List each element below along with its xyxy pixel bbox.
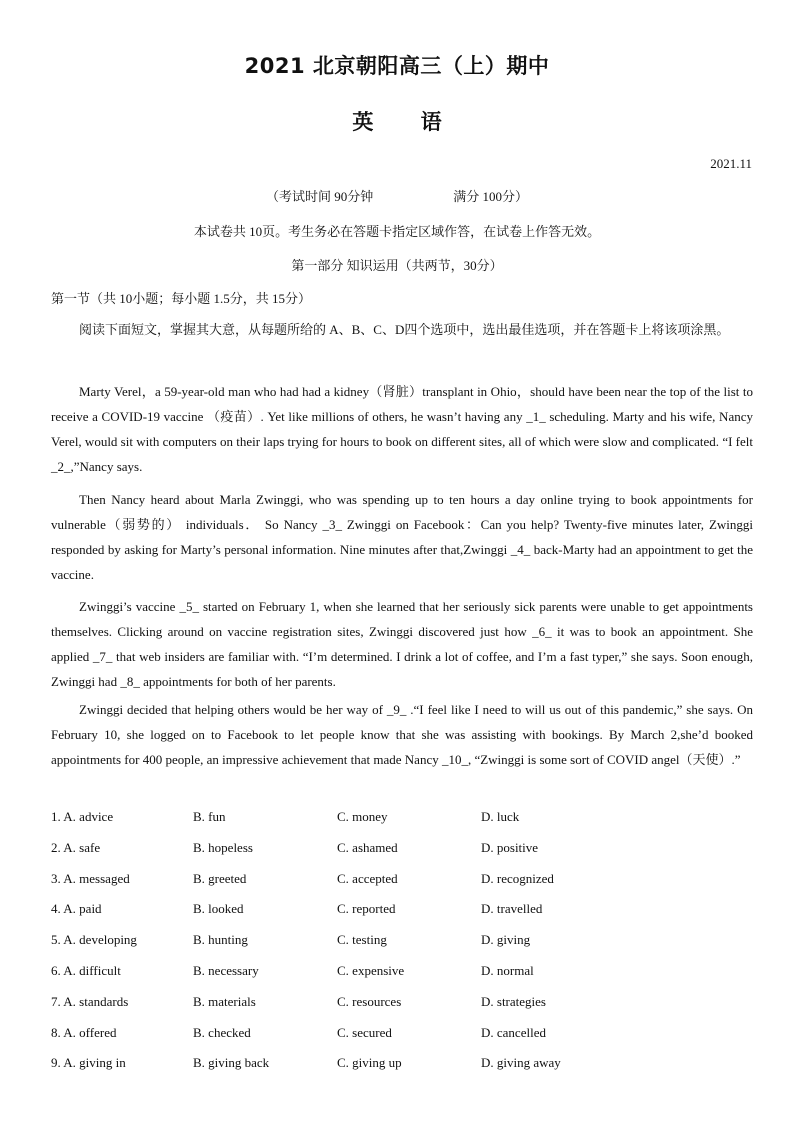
option-a: 2. A. safe: [51, 839, 101, 855]
option-c: C. accepted: [337, 870, 398, 886]
option-d: D. giving away: [481, 1055, 561, 1071]
passage-paragraph: Marty Verel，a 59-year-old man who had had a kidney（肾脏）transplant in Ohio，should have been near the top of the list to receive a COVID-19 vaccine （疫苗）. Yet like millions of others, he wasn’t having any _1_ scheduling. Marty and his wife, Nancy Verel, would sit with computers on their laps trying for hours to book on different sites, all of which were slow and complicated. “I felt _2_,”Nancy says.: [51, 384, 753, 474]
question-row: [51, 809, 753, 840]
option-d: D. luck: [481, 809, 520, 824]
option-b: B. looked: [193, 901, 244, 917]
passage-paragraph: Zwinggi decided that helping others would be her way of _9_ .“I feel like I need to will us out of this pandemic,” she says. On February 10, she logged on to Facebook to let people know that she was assisting with bookings. By March 2,she’d booked appointments for 400 people, an impressive achievement that made Nancy _10_, “Zwinggi is some sort of COVID angel（天使）.”: [51, 702, 753, 767]
option-a: 6. A. difficult: [51, 962, 121, 978]
question-row: [51, 901, 753, 932]
option-a: 7. A. standards: [51, 993, 129, 1009]
question-row: [51, 1025, 753, 1056]
exam-time: （考试时间 90分钟: [265, 189, 374, 204]
question-options: [51, 809, 753, 1086]
option-b: B. greeted: [193, 870, 247, 886]
option-d: D. positive: [481, 839, 539, 855]
option-b: B. materials: [193, 993, 256, 1009]
option-d: D. recognized: [481, 870, 554, 886]
full-score: 满分 100分）: [453, 189, 529, 204]
option-b: B. giving back: [193, 1055, 270, 1071]
option-a: 8. A. offered: [51, 1024, 117, 1040]
subject-title: 英 语: [352, 110, 442, 134]
instructions: 阅读下面短文，掌握其大意，从每题所给的 A、B、C、D四个选项中，选出最佳选项，并在答题卡上将该项涂黑。: [79, 322, 730, 337]
exam-title: 2021 北京朝阳高三（上）期中: [244, 54, 550, 78]
option-a: 1. A. advice: [51, 809, 114, 824]
option-d: D. strategies: [481, 993, 546, 1009]
passage-paragraph: Zwinggi’s vaccine _5_ started on February 1, when she learned that her seriously sick parents were unable to get appointments themselves. Clicking around on vaccine registration sites, Zwinggi discovered just how _6_ it was to book an appointment. She applied _7_ that web insiders are familiar with. “I’m determined. I drink a lot of coffee, and I’m a fast typer,” she says. Soon enough, Zwinggi had _8_ appointments for both of her parents.: [51, 599, 753, 689]
option-a: 4. A. paid: [51, 901, 102, 917]
option-b: B. necessary: [193, 962, 259, 978]
option-c: C. secured: [337, 1024, 392, 1040]
option-c: C. testing: [337, 932, 387, 948]
part-title: 第一部分 知识运用（共两节，30分）: [291, 258, 503, 273]
question-row: [51, 1055, 753, 1086]
option-b: B. hopeless: [193, 839, 253, 855]
question-row: [51, 840, 753, 871]
question-row: [51, 963, 753, 994]
option-d: D. normal: [481, 962, 534, 978]
option-a: 3. A. messaged: [51, 870, 130, 886]
question-row: [51, 994, 753, 1025]
exam-date: 2021.11: [710, 156, 752, 171]
option-d: D. travelled: [481, 901, 543, 917]
option-a: 9. A. giving in: [51, 1055, 126, 1071]
option-c: C. resources: [337, 993, 402, 1009]
option-d: D. cancelled: [481, 1024, 546, 1040]
option-c: C. reported: [337, 901, 396, 917]
option-d: D. giving: [481, 932, 531, 948]
exam-notice: 本试卷共 10页。考生务必在答题卡指定区域作答，在试卷上作答无效。: [193, 224, 601, 239]
option-c: C. money: [337, 809, 388, 824]
option-c: C. expensive: [337, 962, 405, 978]
option-b: B. fun: [193, 809, 226, 824]
passage-paragraph: Then Nancy heard about Marla Zwinggi, who was spending up to ten hours a day online trying to book appointments for vulnerable（弱势的） individuals． So Nancy _3_ Zwinggi on Facebook：Can you help? Twenty-five minutes later, Zwinggi responded by asking for Marty’s personal information. Nine minutes after that,Zwinggi _4_ back-Marty had an appointment to get the vaccine.: [51, 492, 753, 582]
option-b: B. checked: [193, 1024, 251, 1040]
option-c: C. giving up: [337, 1055, 402, 1071]
question-row: [51, 871, 753, 902]
question-row: [51, 932, 753, 963]
option-a: 5. A. developing: [51, 932, 137, 948]
section-title: 第一节（共 10小题；每小题 1.5分，共 15分）: [51, 291, 312, 306]
option-b: B. hunting: [193, 932, 248, 948]
exam-info: [0, 186, 794, 205]
option-c: C. ashamed: [337, 839, 398, 855]
